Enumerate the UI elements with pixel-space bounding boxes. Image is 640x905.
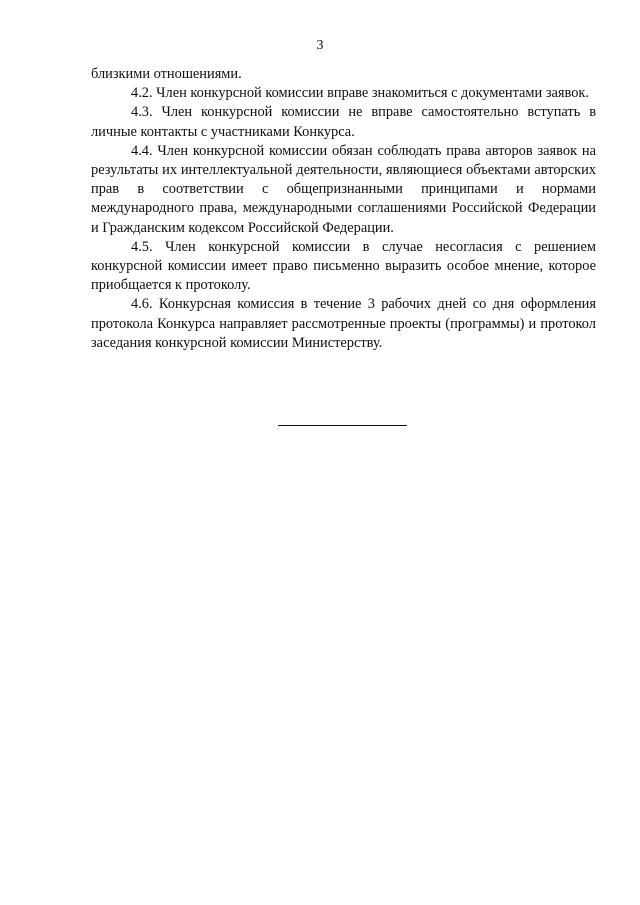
end-separator-line <box>278 425 407 426</box>
paragraph-4-2: 4.2. Член конкурсной комиссии вправе знакомиться с документами заявок. <box>131 85 589 102</box>
paragraph-4-6: 4.6. Конкурсная комиссия в течение 3 рабочих дней со дня оформления протокола Конкурса направляет рассмотренные проекты (программы) и протокол заседания конкурсной комиссии Министерству. <box>91 296 596 351</box>
paragraph-4-4: 4.4. Член конкурсной комиссии обязан соблюдать права авторов заявок на результаты их интеллектуальной деятельности, являющиеся объектами авторских прав в соответствии с общепризнанными принципами и нормами международного права, международными соглашениями Российской Федерации и Гражданским кодексом Российской Федерации. <box>91 142 596 236</box>
paragraph-continuation: близкими отношениями. <box>91 66 242 82</box>
document-body <box>91 65 596 353</box>
page-number: 3 <box>316 38 324 53</box>
paragraph-4-5: 4.5. Член конкурсной комиссии в случае несогласия с решением конкурсной комиссии имеет право письменно выразить особое мнение, которое приобщается к протоколу. <box>91 238 596 294</box>
paragraph-4-3: 4.3. Член конкурсной комиссии не вправе самостоятельно вступать в личные контакты с участниками Конкурса. <box>91 104 596 140</box>
